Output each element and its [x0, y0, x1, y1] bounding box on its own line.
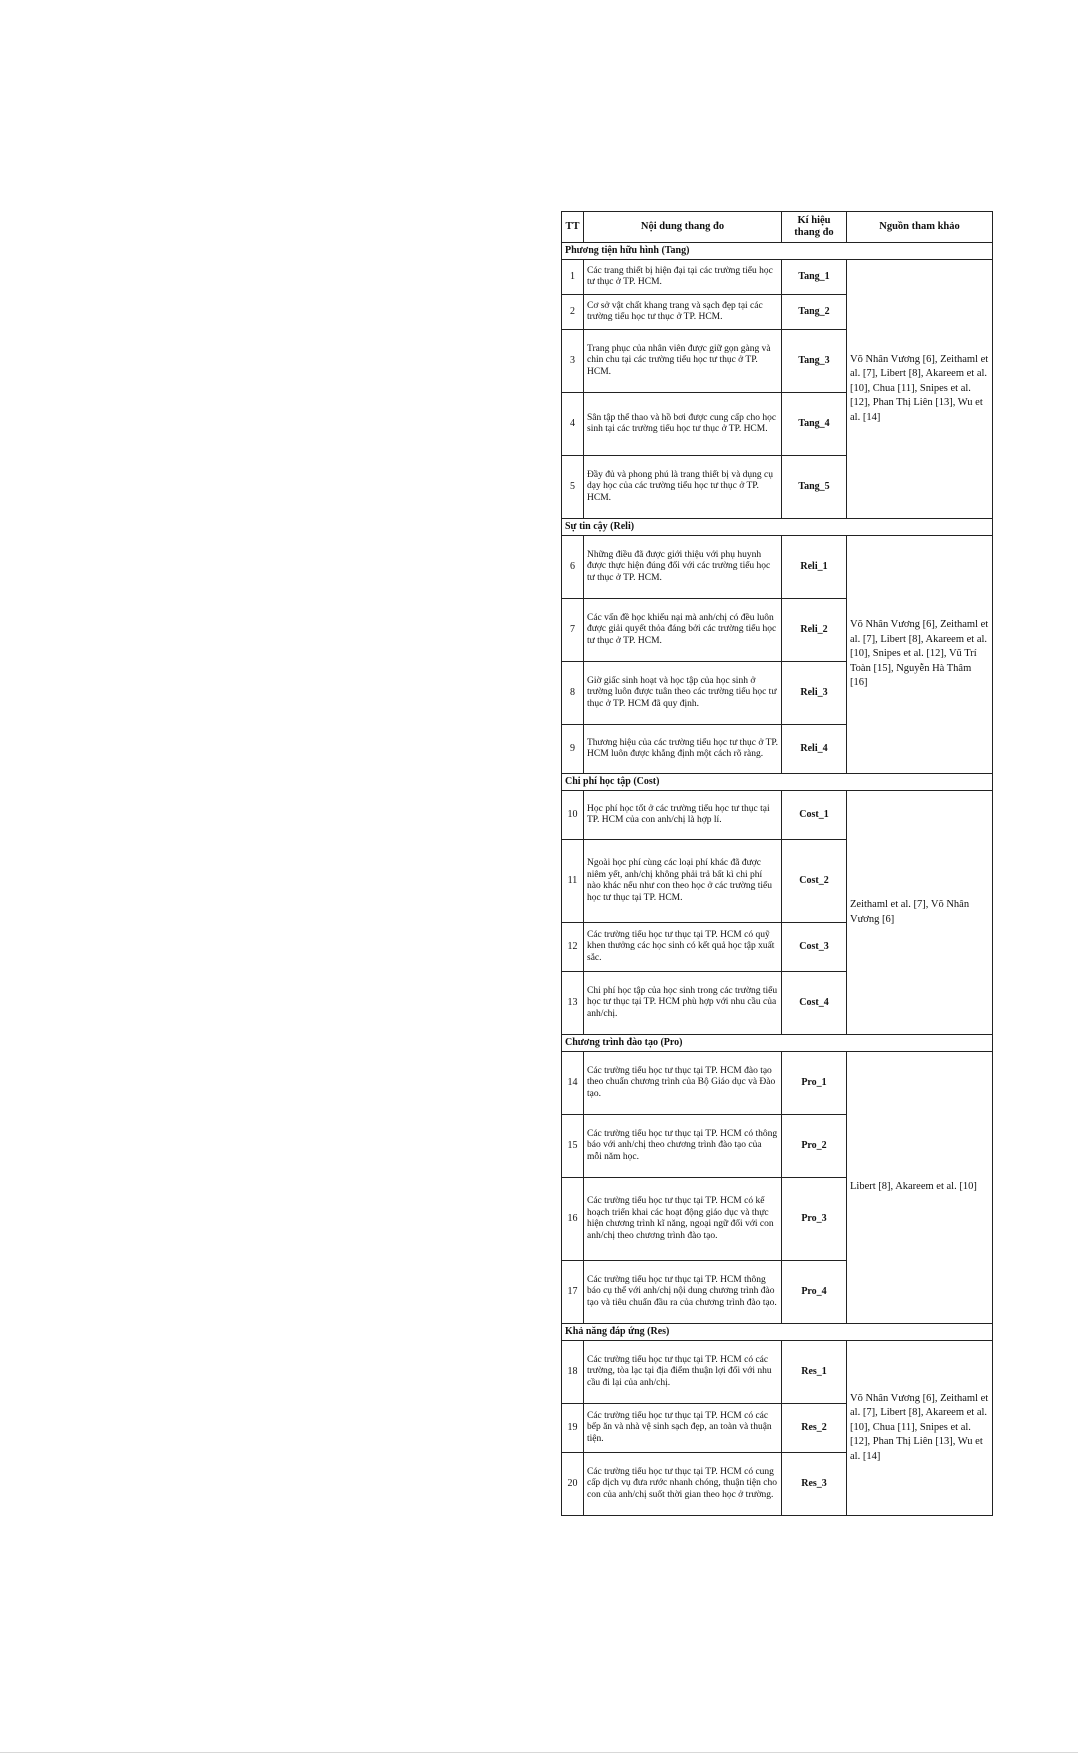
item-content: Học phí học tốt ở các trường tiểu học tư thục tại TP. HCM của con anh/chị là hợp lí.: [584, 791, 782, 840]
item-code: Pro_4: [782, 1261, 847, 1324]
item-source: Võ Nhân Vương [6], Zeithaml et al. [7], Libert [8], Akareem et al. [10], Snipes et al. [12], Vũ Trí Toàn [15], Nguyễn Hà Thâm [16]: [847, 536, 993, 774]
item-content: Các trường tiểu học tư thục tại TP. HCM có kế hoạch triển khai các hoạt động giáo dục và thực hiện chương trình kĩ năng, ngoại ngữ đối với con anh/chị theo chương trình đào tạo.: [584, 1178, 782, 1261]
group-title: Sự tin cậy (Reli): [562, 519, 993, 536]
item-content: Đầy đủ và phong phú là trang thiết bị và dụng cụ dạy học của các trường tiểu học tư thục ở TP. HCM.: [584, 456, 782, 519]
item-number: 11: [562, 840, 584, 923]
table-row: [562, 1052, 993, 1115]
table-row: [562, 260, 993, 295]
group-row: [562, 519, 993, 536]
group-title: Chi phí học tập (Cost): [562, 774, 993, 791]
group-title: Khả năng đáp ứng (Res): [562, 1324, 993, 1341]
item-code: Reli_1: [782, 536, 847, 599]
item-code: Cost_1: [782, 791, 847, 840]
table-row: [562, 536, 993, 599]
item-code: Tang_1: [782, 260, 847, 295]
group-row: [562, 1324, 993, 1341]
table-row: [562, 1341, 993, 1404]
group-row: [562, 774, 993, 791]
header-tt: TT: [562, 212, 584, 243]
item-content: Các trang thiết bị hiện đại tại các trường tiểu học tư thục ở TP. HCM.: [584, 260, 782, 295]
item-code: Cost_4: [782, 972, 847, 1035]
group-row: [562, 243, 993, 260]
item-source: Zeithaml et al. [7], Võ Nhân Vương [6]: [847, 791, 993, 1035]
item-code: Tang_3: [782, 330, 847, 393]
item-code: Pro_2: [782, 1115, 847, 1178]
item-content: Chi phí học tập của học sinh trong các trường tiểu học tư thục tại TP. HCM phù hợp với nhu cầu của anh/chị.: [584, 972, 782, 1035]
item-number: 19: [562, 1404, 584, 1453]
item-number: 2: [562, 295, 584, 330]
item-number: 16: [562, 1178, 584, 1261]
item-content: Các trường tiểu học tư thục tại TP. HCM có quỹ khen thưởng các học sinh có kết quả học tập xuất sắc.: [584, 923, 782, 972]
header-content: Nội dung thang đo: [584, 212, 782, 243]
item-content: Các trường tiểu học tư thục tại TP. HCM có các trường, tòa lạc tại địa điểm thuận lợi đối với nhu cầu đi lại của anh/chị.: [584, 1341, 782, 1404]
item-content: Các trường tiểu học tư thục tại TP. HCM đào tạo theo chuẩn chương trình của Bộ Giáo dục và Đào tạo.: [584, 1052, 782, 1115]
item-content: Những điều đã được giới thiệu với phụ huynh được thực hiện đúng đối với các trường tiểu học tư thục ở TP. HCM.: [584, 536, 782, 599]
item-number: 7: [562, 599, 584, 662]
item-number: 10: [562, 791, 584, 840]
item-number: 6: [562, 536, 584, 599]
item-number: 12: [562, 923, 584, 972]
item-number: 1: [562, 260, 584, 295]
item-code: Tang_2: [782, 295, 847, 330]
item-content: Sân tập thể thao và hồ bơi được cung cấp cho học sinh tại các trường tiểu học tư thục ở TP. HCM.: [584, 393, 782, 456]
item-content: Thương hiệu của các trường tiểu học tư thục ở TP. HCM luôn được khẳng định một cách rõ ràng.: [584, 725, 782, 774]
item-number: 20: [562, 1453, 584, 1516]
item-content: Các vấn đề học khiếu nại mà anh/chị có đều luôn được giải quyết thỏa đáng bởi các trường tiểu học tư thục ở TP. HCM.: [584, 599, 782, 662]
item-number: 18: [562, 1341, 584, 1404]
item-number: 4: [562, 393, 584, 456]
item-code: Tang_4: [782, 393, 847, 456]
item-code: Res_3: [782, 1453, 847, 1516]
item-number: 17: [562, 1261, 584, 1324]
item-code: Reli_3: [782, 662, 847, 725]
scale-table: [561, 211, 993, 1516]
item-code: Res_2: [782, 1404, 847, 1453]
group-title: Phương tiện hữu hình (Tang): [562, 243, 993, 260]
item-code: Pro_1: [782, 1052, 847, 1115]
item-code: Tang_5: [782, 456, 847, 519]
item-content: Các trường tiểu học tư thục tại TP. HCM có các bếp ăn và nhà vệ sinh sạch đẹp, an toàn và thuận tiện.: [584, 1404, 782, 1453]
table-row: [562, 791, 993, 840]
item-code: Cost_3: [782, 923, 847, 972]
item-code: Res_1: [782, 1341, 847, 1404]
item-code: Reli_4: [782, 725, 847, 774]
item-content: Ngoài học phí cùng các loại phí khác đã được niêm yết, anh/chị không phải trả bất kì chi phí nào khác nếu như con theo học ở các trường tiểu học tư thục tại TP. HCM.: [584, 840, 782, 923]
item-source: Võ Nhân Vương [6], Zeithaml et al. [7], Libert [8], Akareem et al. [10], Chua [11], Snipes et al. [12], Phan Thị Liên [13], Wu et al. [14]: [847, 260, 993, 519]
group-row: [562, 1035, 993, 1052]
item-content: Trang phục của nhân viên được giữ gọn gàng và chỉn chu tại các trường tiểu học tư thục ở TP. HCM.: [584, 330, 782, 393]
item-source: Libert [8], Akareem et al. [10]: [847, 1052, 993, 1324]
item-number: 3: [562, 330, 584, 393]
item-number: 8: [562, 662, 584, 725]
item-code: Reli_2: [782, 599, 847, 662]
item-content: Giờ giấc sinh hoạt và học tập của học sinh ở trường luôn được tuân theo các trường tiểu học tư thục ở TP. HCM đã quy định.: [584, 662, 782, 725]
header-code: Kí hiệu thang đo: [782, 212, 847, 243]
item-number: 5: [562, 456, 584, 519]
item-content: Các trường tiểu học tư thục tại TP. HCM thông báo cụ thể với anh/chị nội dung chương trình đào tạo và tiêu chuẩn đầu ra của chương trình đào tạo.: [584, 1261, 782, 1324]
group-title: Chương trình đào tạo (Pro): [562, 1035, 993, 1052]
item-code: Cost_2: [782, 840, 847, 923]
page-bottom-rule: [0, 1752, 1078, 1753]
item-content: Các trường tiểu học tư thục tại TP. HCM có cung cấp dịch vụ đưa rước nhanh chóng, thuận tiện cho con của anh/chị suốt thời gian theo học ở trường.: [584, 1453, 782, 1516]
item-number: 13: [562, 972, 584, 1035]
item-number: 9: [562, 725, 584, 774]
item-code: Pro_3: [782, 1178, 847, 1261]
item-content: Các trường tiểu học tư thục tại TP. HCM có thông báo với anh/chị theo chương trình đào tạo của mỗi năm học.: [584, 1115, 782, 1178]
header-source: Nguồn tham khảo: [847, 212, 993, 243]
item-number: 15: [562, 1115, 584, 1178]
item-source: Võ Nhân Vương [6], Zeithaml et al. [7], Libert [8], Akareem et al. [10], Chua [11], Snipes et al. [12], Phan Thị Liên [13], Wu et al. [14]: [847, 1341, 993, 1516]
item-content: Cơ sở vật chất khang trang và sạch đẹp tại các trường tiểu học tư thục ở TP. HCM.: [584, 295, 782, 330]
item-number: 14: [562, 1052, 584, 1115]
table-header-row: [562, 212, 993, 243]
